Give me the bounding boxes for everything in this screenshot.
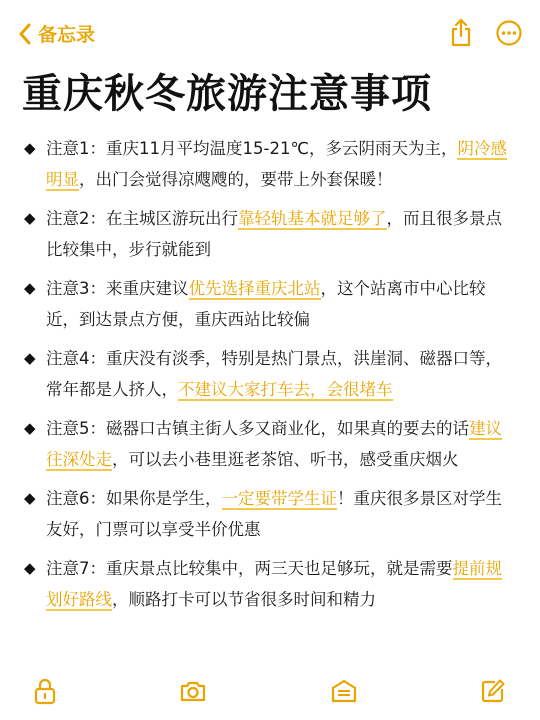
back-button[interactable] xyxy=(18,20,95,47)
note-item xyxy=(24,343,524,405)
note-text-highlight: 阴冷感明显 xyxy=(46,139,507,189)
note-title: 重庆秋冬旅游注意事项 xyxy=(22,71,432,117)
note-text-plain: ！重庆很多景区对学生友好，门票可以享受半价优惠 xyxy=(46,489,502,539)
note-item-text xyxy=(46,483,516,545)
lock-icon xyxy=(33,677,57,705)
note-text-plain: 注意1：重庆11月平均温度15-21℃，多云阴雨天为主， xyxy=(46,139,458,158)
diamond-bullet-icon: ◆ xyxy=(24,559,36,577)
note-item-text xyxy=(46,413,516,475)
note-text-highlight: 一定要带学生证 xyxy=(221,489,337,508)
diamond-bullet-icon: ◆ xyxy=(24,139,36,157)
compose-button[interactable] xyxy=(478,676,508,706)
more-icon xyxy=(495,19,523,47)
note-text-highlight: 不建议大家打车去，会很堵车 xyxy=(178,380,393,399)
note-text-plain: ，而且很多景点比较集中，步行就能到 xyxy=(46,209,502,259)
checklist-button[interactable] xyxy=(329,676,359,706)
note-item-text xyxy=(46,203,516,265)
note-text-plain: 注意7：重庆景点比较集中，两三天也足够玩，就是需要 xyxy=(46,559,453,578)
note-text-plain: ，出门会觉得凉飕飕的，要带上外套保暖！ xyxy=(79,170,393,189)
more-button[interactable] xyxy=(494,16,524,50)
lock-button[interactable] xyxy=(30,676,60,706)
note-item xyxy=(24,203,524,265)
compose-icon xyxy=(480,678,506,704)
note-text-plain: 注意2：在主城区游玩出行 xyxy=(46,209,238,228)
note-text-plain: ，顺路打卡可以节省很多时间和精力 xyxy=(112,590,376,609)
note-item-text xyxy=(46,273,516,335)
back-label: 备忘录 xyxy=(38,24,96,46)
diamond-bullet-icon: ◆ xyxy=(24,419,36,437)
note-item-text xyxy=(46,343,516,405)
note-list xyxy=(24,133,524,623)
note-text-highlight: 建议往深处走 xyxy=(46,419,502,469)
note-item xyxy=(24,273,524,335)
camera-button[interactable] xyxy=(178,676,208,706)
note-text-plain: 注意5：磁器口古镇主街人多又商业化，如果真的要去的话 xyxy=(46,419,469,438)
share-button[interactable] xyxy=(446,16,476,50)
note-text-plain: 注意3：来重庆建议 xyxy=(46,279,189,298)
share-icon xyxy=(449,18,473,48)
note-text-plain: 注意4：重庆没有淡季，特别是热门景点，洪崖洞、磁器口等，常年都是人挤人， xyxy=(46,349,502,399)
checklist-icon xyxy=(330,678,358,704)
note-text-highlight: 优先选择重庆北站 xyxy=(188,279,321,298)
diamond-bullet-icon: ◆ xyxy=(24,209,36,227)
note-item-text xyxy=(46,553,516,615)
note-text-highlight: 靠轻轨基本就足够了 xyxy=(238,209,387,228)
note-text-plain: ，这个站离市中心比较近，到达景点方便，重庆西站比较偏 xyxy=(46,279,486,329)
diamond-bullet-icon: ◆ xyxy=(24,349,36,367)
note-item xyxy=(24,553,524,615)
note-item xyxy=(24,133,524,195)
camera-icon xyxy=(179,679,207,703)
note-item xyxy=(24,483,524,545)
note-item-text xyxy=(46,133,516,195)
chevron-left-icon xyxy=(18,23,32,45)
note-item xyxy=(24,413,524,475)
note-text-highlight: 提前规划好路线 xyxy=(46,559,502,609)
top-bar xyxy=(0,0,540,70)
note-text-plain: ，可以去小巷里逛老茶馆、听书，感受重庆烟火 xyxy=(112,450,459,469)
diamond-bullet-icon: ◆ xyxy=(24,279,36,297)
note-text-plain: 注意6：如果你是学生， xyxy=(46,489,222,508)
bottom-toolbar xyxy=(0,662,540,720)
diamond-bullet-icon: ◆ xyxy=(24,489,36,507)
